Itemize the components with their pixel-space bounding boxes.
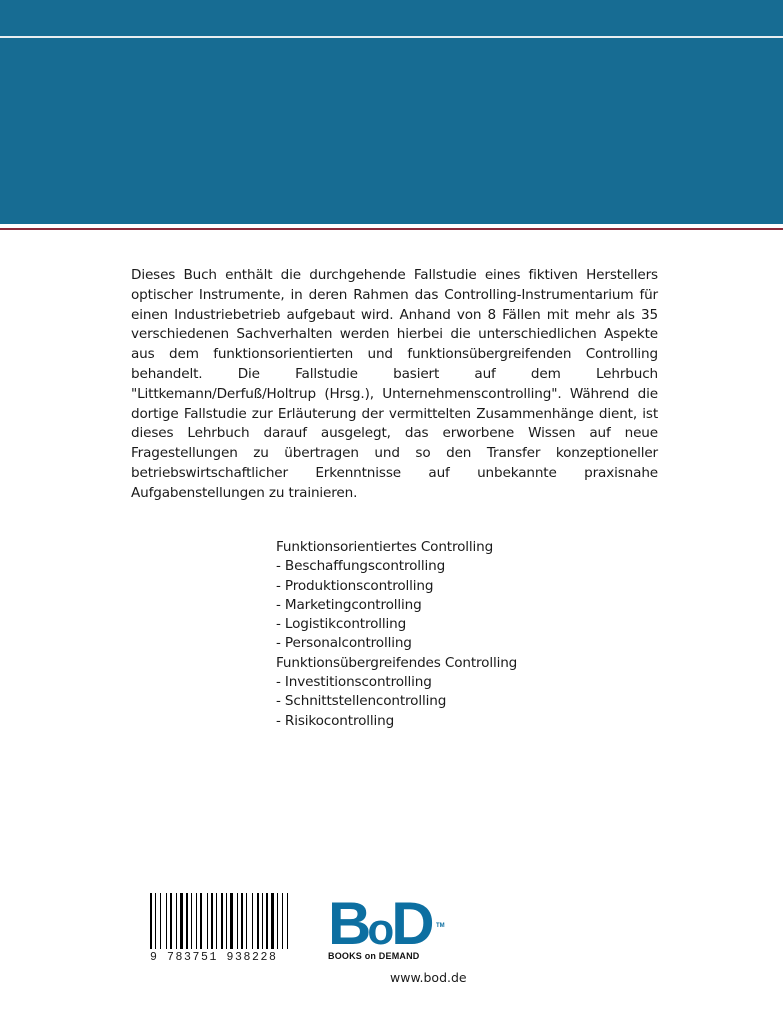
contents-item: - Produktionscontrolling [276,577,434,594]
logo-letter-o: o [367,905,392,954]
barcode-bar [237,893,238,949]
barcode-bar [271,893,274,949]
logo-letter-d: D [391,890,431,957]
barcode-bar [216,893,217,949]
barcode-bar [191,893,192,949]
barcode-bar [266,893,268,949]
contents-item: - Schnittstellencontrolling [276,693,447,710]
contents-item: Funktionsorientiertes Controlling [276,539,494,555]
red-rule-line [0,228,783,230]
barcode-bar [160,893,161,949]
barcode-bar [252,893,253,949]
cover-color-band [0,0,783,224]
barcode-bar [150,893,152,949]
barcode-bar [186,893,188,949]
barcode-bar [196,893,197,949]
barcode-bar [166,893,167,949]
contents-item: - Personalcontrolling [276,635,412,652]
back-cover-blurb: Dieses Buch enthält die durchgehende Fallstudie eines fiktiven Herstellers optischer Instrumente, in deren Rahmen das Controlling-Instrumentarium für einen Industriebetrieb aufgebaut wird. Anhand von 8 Fällen mit mehr als 35 verschiedenen Sachverhalten werden hierbei die unterschiedlichen Aspekte aus dem funktionsorientierten und funktionsübergreifenden Controlling behandelt. Die Fallstudie basiert auf dem Lehrbuch "Littkemann/Derfuß/Holtrup (Hrsg.), Unternehmenscontrolling". Während die dortige Fallstudie zur Erläuterung der vermittelten Zusammenhänge dient, ist dieses Lehrbuch darauf ausgelegt, das erworbene Wissen auf neue Fragestellungen zu übertragen und so den Transfer konzeptioneller betriebswirtschaftlicher Erkenntnisse auf unbekannte praxisnahe Aufgabenstellungen zu trainieren. [131,267,658,501]
barcode-bar [226,893,227,949]
barcode-bar [221,893,223,949]
bod-logo [328,890,446,961]
barcode-bar [282,893,283,949]
contents-item: - Marketingcontrolling [276,596,422,613]
isbn-digits: 9 783751 938228 [150,951,278,964]
barcode-bar [230,893,233,949]
barcode-bar [241,893,243,949]
barcode-bar [287,893,288,949]
contents-item: Funktionsübergreifendes Controlling [276,654,518,671]
barcode-bar [211,893,213,949]
contents-item: - Logistikcontrolling [276,616,407,633]
logo-tagline: BOOKS on DEMAND [328,951,420,961]
contents-item: - Investitionscontrolling [276,674,432,691]
barcode-bars [150,893,292,949]
logo-letter-b: B [328,890,368,957]
barcode-bar [207,893,208,949]
barcode-bar [180,893,183,949]
contents-item: - Beschaffungscontrolling [276,558,446,575]
barcode-bar [200,893,202,949]
barcode-bar [262,893,263,949]
barcode-bar [257,893,259,949]
barcode-bar [155,893,156,949]
contents-list [276,538,517,731]
contents-item: - Risikocontrolling [276,712,395,729]
barcode-bar [170,893,172,949]
band-divider-line [0,36,783,38]
barcode-bar [277,893,278,949]
publisher-url: www.bod.de [390,970,467,985]
barcode-bar [176,893,177,949]
isbn-barcode [150,893,292,964]
trademark-symbol: TM [436,923,445,929]
barcode-bar [246,893,247,949]
